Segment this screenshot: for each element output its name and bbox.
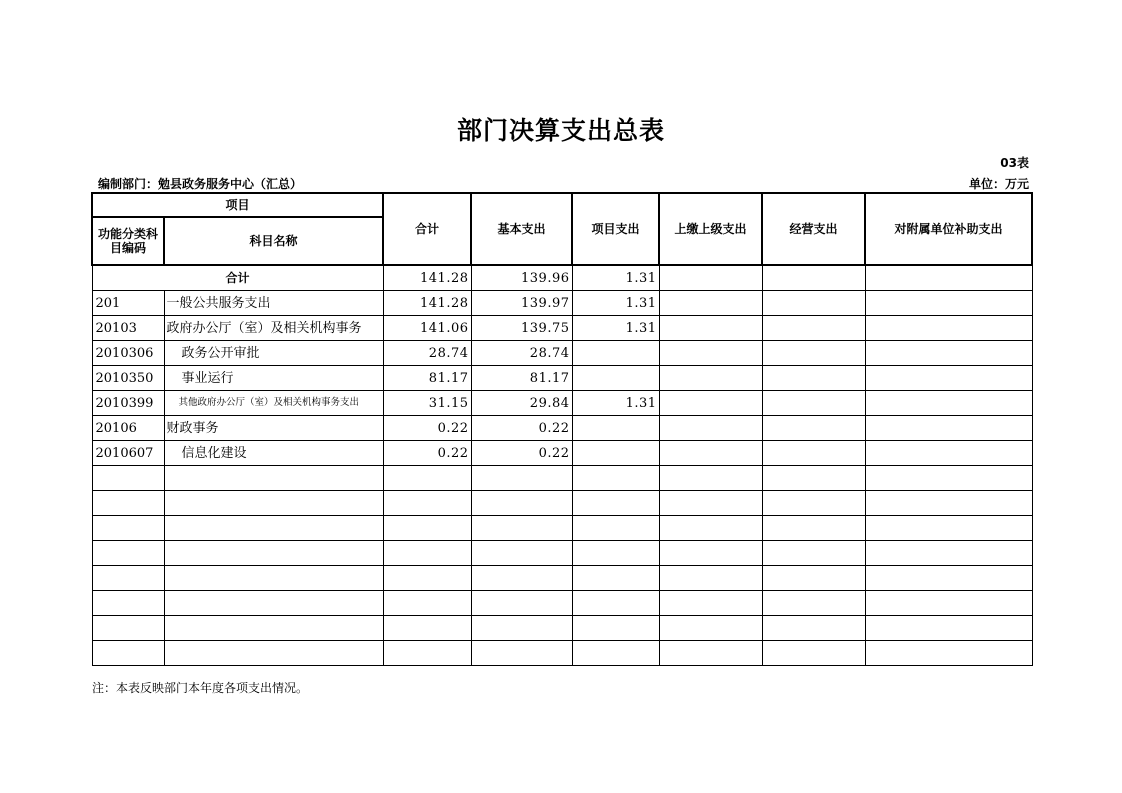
- table-row: [92, 291, 1032, 316]
- table-row: [92, 366, 1032, 391]
- table-row: [92, 441, 1032, 466]
- row-total: 141.28: [383, 291, 471, 316]
- row-subsidy: [865, 291, 1032, 316]
- row-code: 2010607: [92, 441, 164, 466]
- row-name: 信息化建设: [164, 441, 383, 466]
- total-total: 141.28: [383, 265, 471, 291]
- empty-row: [92, 466, 1032, 491]
- empty-row: [92, 591, 1032, 616]
- row-total: 81.17: [383, 366, 471, 391]
- empty-row: [92, 641, 1032, 666]
- row-total: 141.06: [383, 316, 471, 341]
- row-remit: [659, 366, 762, 391]
- header-business: 经营支出: [762, 193, 865, 265]
- row-subsidy: [865, 416, 1032, 441]
- footnote: 注：本表反映部门本年度各项支出情况。: [92, 681, 309, 695]
- row-project: [572, 366, 659, 391]
- header-item: 项目: [92, 193, 383, 217]
- row-basic: 0.22: [471, 441, 572, 466]
- row-code: 20103: [92, 316, 164, 341]
- row-total: 31.15: [383, 391, 471, 416]
- header-project: 项目支出: [572, 193, 659, 265]
- header-basic: 基本支出: [471, 193, 572, 265]
- empty-row: [92, 516, 1032, 541]
- row-business: [762, 341, 865, 366]
- row-name: 政府办公厅（室）及相关机构事务: [164, 316, 383, 341]
- header-code: 功能分类科目编码: [92, 217, 164, 265]
- total-remit: [659, 265, 762, 291]
- row-code: 2010399: [92, 391, 164, 416]
- row-code: 20106: [92, 416, 164, 441]
- row-basic: 139.97: [471, 291, 572, 316]
- row-name: 财政事务: [164, 416, 383, 441]
- row-basic: 0.22: [471, 416, 572, 441]
- row-remit: [659, 341, 762, 366]
- empty-row: [92, 616, 1032, 641]
- row-code: 2010350: [92, 366, 164, 391]
- row-business: [762, 391, 865, 416]
- row-remit: [659, 316, 762, 341]
- empty-row: [92, 541, 1032, 566]
- row-code: 2010306: [92, 341, 164, 366]
- row-project: [572, 441, 659, 466]
- row-name: 政务公开审批: [164, 341, 383, 366]
- row-basic: 139.75: [471, 316, 572, 341]
- row-remit: [659, 441, 762, 466]
- header-total: 合计: [383, 193, 471, 265]
- row-subsidy: [865, 391, 1032, 416]
- total-project: 1.31: [572, 265, 659, 291]
- row-name: 事业运行: [164, 366, 383, 391]
- empty-row: [92, 566, 1032, 591]
- department-label: 编制部门：勉县政务服务中心（汇总）: [98, 177, 303, 191]
- row-name: 其他政府办公厅（室）及相关机构事务支出: [164, 391, 383, 416]
- row-basic: 28.74: [471, 341, 572, 366]
- table-row: [92, 316, 1032, 341]
- header-subsidy: 对附属单位补助支出: [865, 193, 1032, 265]
- empty-row: [92, 491, 1032, 516]
- unit-label: 单位：万元: [968, 177, 1029, 191]
- total-basic: 139.96: [471, 265, 572, 291]
- row-project: [572, 341, 659, 366]
- row-business: [762, 291, 865, 316]
- row-subsidy: [865, 316, 1032, 341]
- row-business: [762, 366, 865, 391]
- row-total: 28.74: [383, 341, 471, 366]
- row-subsidy: [865, 441, 1032, 466]
- row-subsidy: [865, 366, 1032, 391]
- header-remit: 上缴上级支出: [659, 193, 762, 265]
- row-total: 0.22: [383, 416, 471, 441]
- row-project: 1.31: [572, 316, 659, 341]
- row-basic: 29.84: [471, 391, 572, 416]
- page-title: 部门决算支出总表: [456, 116, 665, 145]
- expenditure-table: [91, 192, 1033, 666]
- total-subsidy: [865, 265, 1032, 291]
- form-number: 03表: [1000, 156, 1029, 170]
- row-name: 一般公共服务支出: [164, 291, 383, 316]
- total-business: [762, 265, 865, 291]
- total-label: 合计: [92, 265, 383, 291]
- row-project: 1.31: [572, 391, 659, 416]
- row-project: 1.31: [572, 291, 659, 316]
- row-business: [762, 316, 865, 341]
- row-business: [762, 416, 865, 441]
- total-row: [92, 265, 1032, 291]
- table-row: [92, 416, 1032, 441]
- row-subsidy: [865, 341, 1032, 366]
- row-total: 0.22: [383, 441, 471, 466]
- row-remit: [659, 391, 762, 416]
- table-row: [92, 391, 1032, 416]
- row-remit: [659, 416, 762, 441]
- row-remit: [659, 291, 762, 316]
- table-row: [92, 341, 1032, 366]
- row-project: [572, 416, 659, 441]
- row-business: [762, 441, 865, 466]
- header-name: 科目名称: [164, 217, 383, 265]
- row-basic: 81.17: [471, 366, 572, 391]
- row-code: 201: [92, 291, 164, 316]
